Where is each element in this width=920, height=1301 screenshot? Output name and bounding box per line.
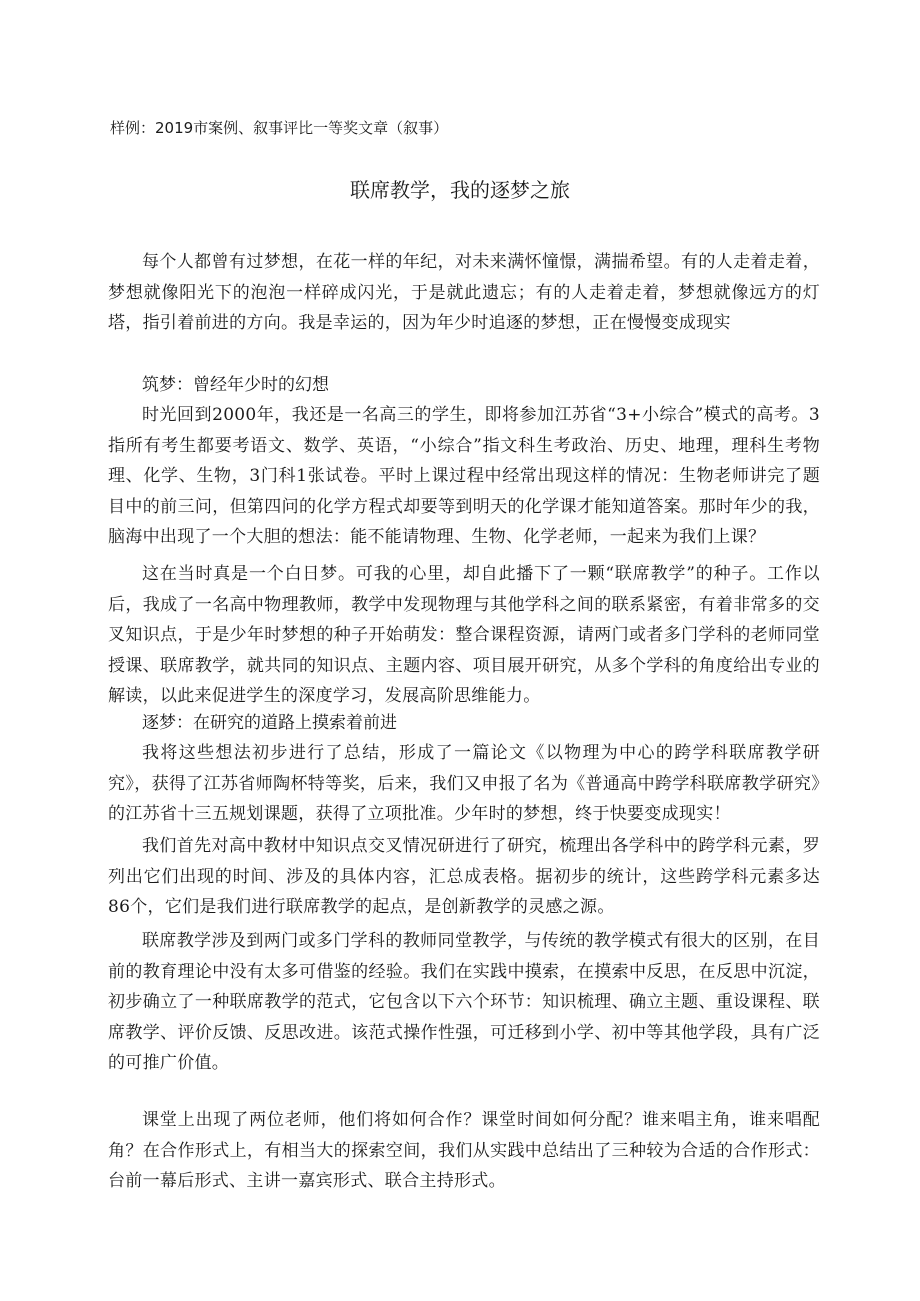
paragraph-1: 时光回到2000年，我还是一名高三的学生，即将参加江苏省“3+小综合”模式的高考。3指所有考生都要考语文、数学、英语，“小综合”指文科生考政治、历史、地理，理科生考物理、化学、生物，3门科1张试卷。平时上课过程中经常出现这样的情况：生物老师讲完了题目中的前三问，但第四问的化学方程式却要等到明天的化学课才能知道答案。那时年少的我，脑海中出现了一个大胆的想法：能不能请物理、生物、化学老师，一起来为我们上课？ [108, 405, 820, 547]
article-title: 联席教学，我的逐梦之旅 [350, 178, 570, 202]
paragraph-5: 联席教学涉及到两门或多门学科的教师同堂教学，与传统的教学模式有很大的区别，在目前的教育理论中没有太多可借鉴的经验。我们在实践中摸索，在摸索中反思，在反思中沉淀，初步确立了一种联席教学的范式，它包含以下六个环节：知识梳理、确立主题、重设课程、联席教学、评价反馈、反思改进。该范式操作性强，可迁移到小学、初中等其他学段，具有广泛的可推广价值。 [108, 931, 820, 1073]
paragraph-3: 我将这些想法初步进行了总结，形成了一篇论文《以物理为中心的跨学科联席教学研究》，获得了江苏省师陶杯特等奖，后来，我们又申报了名为《普通高中跨学科联席教学研究》的江苏省十三五规划课题，获得了立项批准。少年时的梦想，终于快要变成现实！ [108, 743, 820, 824]
section-heading-2: 逐梦：在研究的道路上摸索着前进 [142, 713, 397, 733]
section-heading-1: 筑梦：曾经年少时的幻想 [142, 375, 329, 395]
sample-label: 样例：2019市案例、叙事评比一等奖文章（叙事） [110, 119, 449, 137]
paragraph-2: 这在当时真是一个白日梦。可我的心里，却自此播下了一颗“联席教学”的种子。工作以后，我成了一名高中物理教师，教学中发现物理与其他学科之间的联系紧密，有着非常多的交叉知识点，于是少年时梦想的种子开始萌发：整合课程资源，请两门或者多门学科的老师同堂授课、联席教学，就共同的知识点、主题内容、项目展开研究，从多个学科的角度给出专业的解读，以此来促进学生的深度学习，发展高阶思维能力。 [108, 564, 820, 706]
paragraph-6: 课堂上出现了两位老师，他们将如何合作？课堂时间如何分配？谁来唱主角，谁来唱配角？在合作形式上，有相当大的探索空间，我们从实践中总结出了三种较为合适的合作形式：台前一幕后形式、主讲一嘉宾形式、联合主持形式。 [108, 1110, 820, 1191]
paragraph-4: 我们首先对高中教材中知识点交叉情况研进行了研究，梳理出各学科中的跨学科元素，罗列出它们出现的时间、涉及的具体内容，汇总成表格。据初步的统计，这些跨学科元素多达86个，它们是我们进行联席教学的起点，是创新教学的灵感之源。 [108, 836, 820, 917]
intro-paragraph: 每个人都曾有过梦想，在花一样的年纪，对未来满怀憧憬，满揣希望。有的人走着走着，梦想就像阳光下的泡泡一样碎成闪光，于是就此遗忘；有的人走着走着，梦想就像远方的灯塔，指引着前进的方向。我是幸运的，因为年少时追逐的梦想，正在慢慢变成现实 [108, 252, 820, 333]
